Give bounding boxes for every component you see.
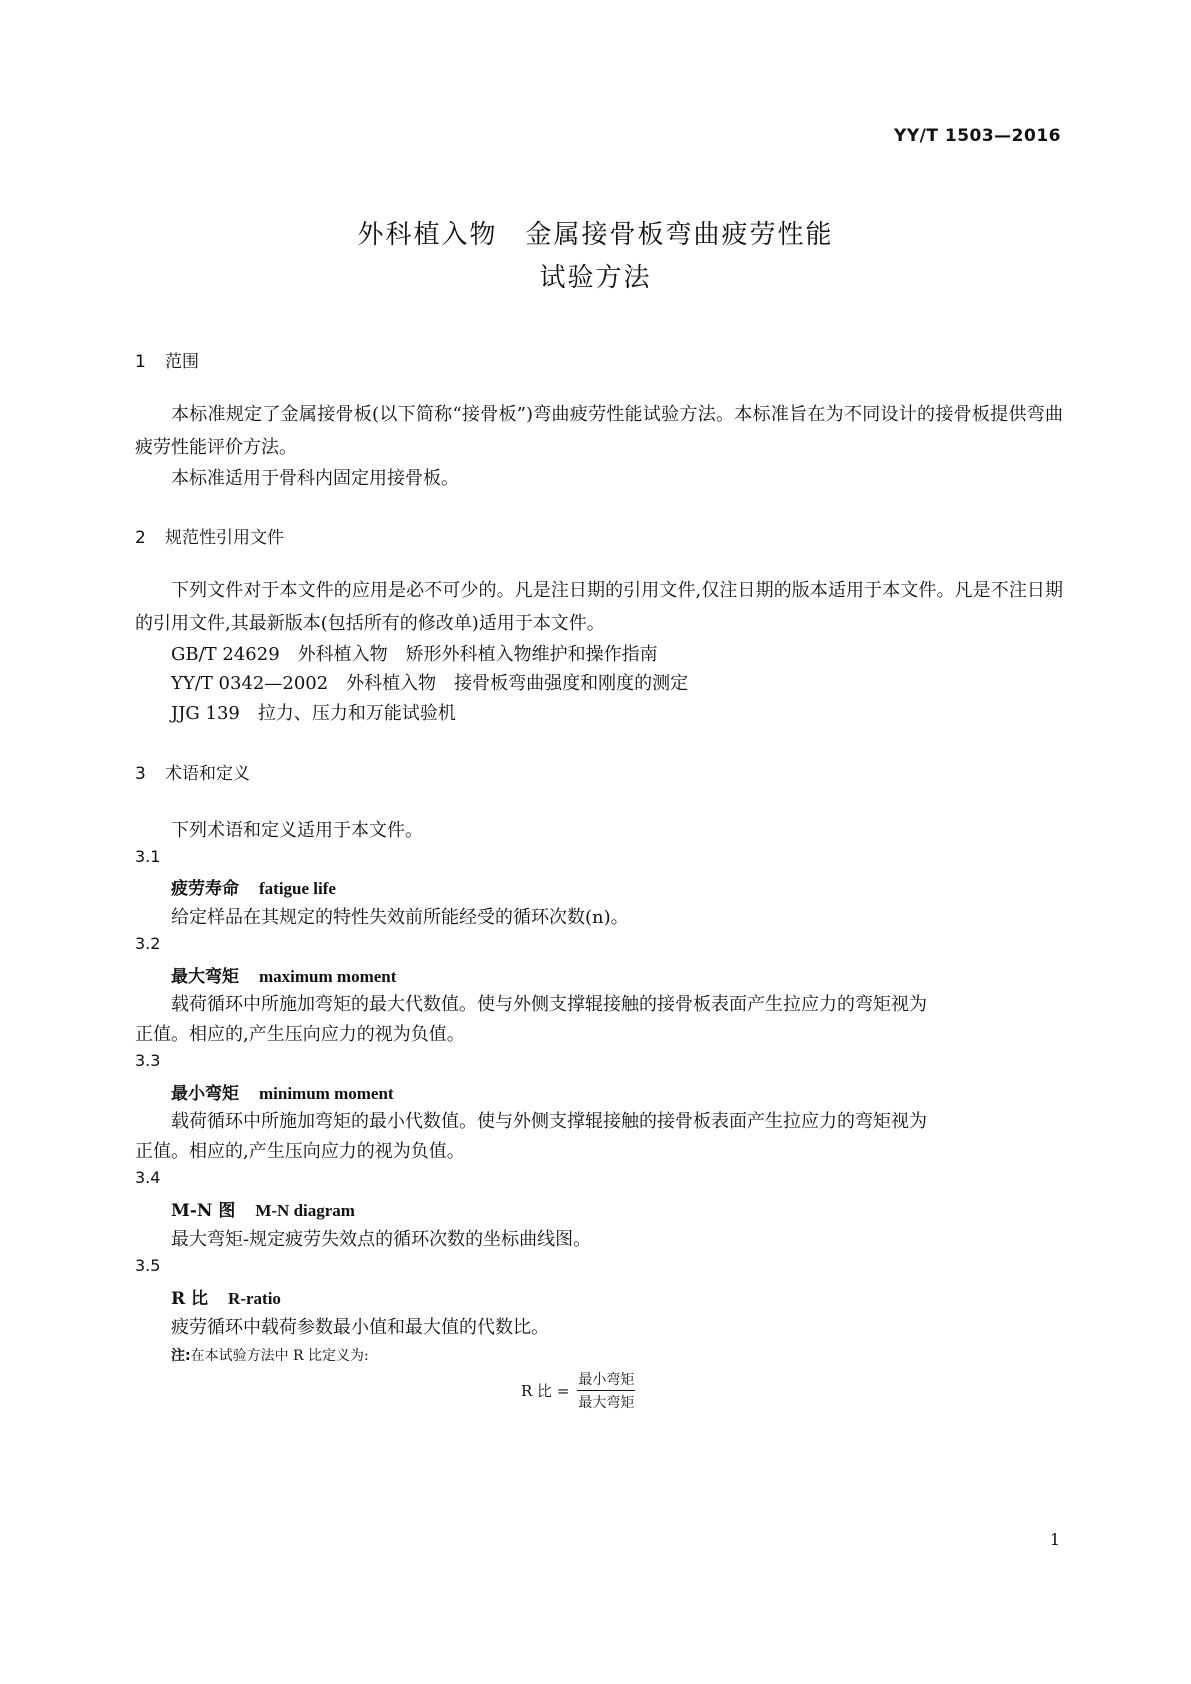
scope-paragraph-2: 本标准适用于骨科内固定用接骨板。: [171, 468, 459, 489]
term-cn: M-N 图: [171, 1201, 236, 1221]
section-3-heading: [135, 759, 250, 784]
term-en: minimum moment: [259, 1084, 394, 1103]
term-definition: 载荷循环中所施加弯矩的最小代数值。使与外侧支撑辊接触的接骨板表面产生拉应力的弯矩视为: [171, 1111, 927, 1132]
reference-item: YY/T 0342—2002 外科植入物 接骨板弯曲强度和刚度的测定: [171, 673, 689, 694]
term-definition: 最大弯矩-规定疲劳失效点的循环次数的坐标曲线图。: [171, 1229, 592, 1250]
section-1-heading: [135, 347, 199, 372]
formula-lhs: R 比 =: [521, 1382, 570, 1400]
term-number: 3.5: [135, 1256, 161, 1275]
reference-item: JJG 139 拉力、压力和万能试验机: [171, 703, 456, 724]
term-heading: [171, 1284, 281, 1309]
term-number: 3.4: [135, 1168, 161, 1187]
note: [171, 1345, 369, 1365]
term-cn: 最大弯矩: [171, 967, 239, 987]
term-definition: 载荷循环中所施加弯矩的最大代数值。使与外侧支撑辊接触的接骨板表面产生拉应力的弯矩视为: [171, 994, 927, 1015]
document-title-line2: 试验方法: [539, 263, 652, 293]
reference-item: GB/T 24629 外科植入物 矫形外科植入物维护和操作指南: [171, 644, 658, 665]
terms-intro: 下列术语和定义适用于本文件。: [171, 820, 423, 841]
section-title: 规范性引用文件: [165, 528, 284, 548]
references-intro: 下列文件对于本文件的应用是必不可少的。凡是注日期的引用文件,仅注日期的版本适用于本文件。凡是不注日期的引用文件,其最新版本(包括所有的修改单)适用于本文件。: [135, 580, 1063, 634]
term-heading: [171, 1196, 355, 1221]
term-cn: 疲劳寿命: [171, 879, 239, 899]
term-heading: [171, 1079, 394, 1104]
term-definition: 正值。相应的,产生压向应力的视为负值。: [135, 1024, 465, 1045]
term-cn: 最小弯矩: [171, 1084, 239, 1104]
term-cn: R 比: [171, 1289, 209, 1309]
formula-numerator: 最小弯矩: [577, 1369, 635, 1391]
section-2-heading: [135, 523, 284, 548]
term-definition: 给定样品在其规定的特性失效前所能经受的循环次数(n)。: [171, 907, 629, 928]
term-definition: 疲劳循环中载荷参数最小值和最大值的代数比。: [171, 1317, 549, 1338]
note-text: 在本试验方法中 R 比定义为:: [190, 1348, 369, 1364]
term-heading: [171, 874, 336, 899]
r-ratio-formula: [521, 1369, 635, 1412]
section-title: 范围: [165, 352, 199, 372]
term-en: M-N diagram: [255, 1201, 355, 1220]
section-number: 1: [135, 352, 146, 372]
term-en: maximum moment: [259, 967, 397, 986]
section-number: 3: [135, 764, 146, 784]
section-title: 术语和定义: [165, 764, 250, 784]
term-number: 3.2: [135, 934, 161, 953]
note-label: 注:: [171, 1348, 191, 1364]
page-number: 1: [1049, 1530, 1060, 1549]
term-en: R-ratio: [228, 1289, 281, 1308]
term-en: fatigue life: [259, 879, 336, 898]
formula-denominator: 最大弯矩: [578, 1395, 635, 1411]
scope-paragraph-1: 本标准规定了金属接骨板(以下简称“接骨板”)弯曲疲劳性能试验方法。本标准旨在为不同设计的接骨板提供弯曲疲劳性能评价方法。: [135, 404, 1063, 458]
document-title-line1: 外科植入物 金属接骨板弯曲疲劳性能: [357, 220, 834, 250]
term-number: 3.1: [135, 847, 161, 866]
formula-fraction: [577, 1369, 635, 1412]
section-number: 2: [135, 528, 146, 548]
term-number: 3.3: [135, 1051, 161, 1070]
standard-code: YY/T 1503—2016: [894, 126, 1061, 146]
term-definition: 正值。相应的,产生压向应力的视为负值。: [135, 1141, 465, 1162]
term-heading: [171, 962, 396, 987]
